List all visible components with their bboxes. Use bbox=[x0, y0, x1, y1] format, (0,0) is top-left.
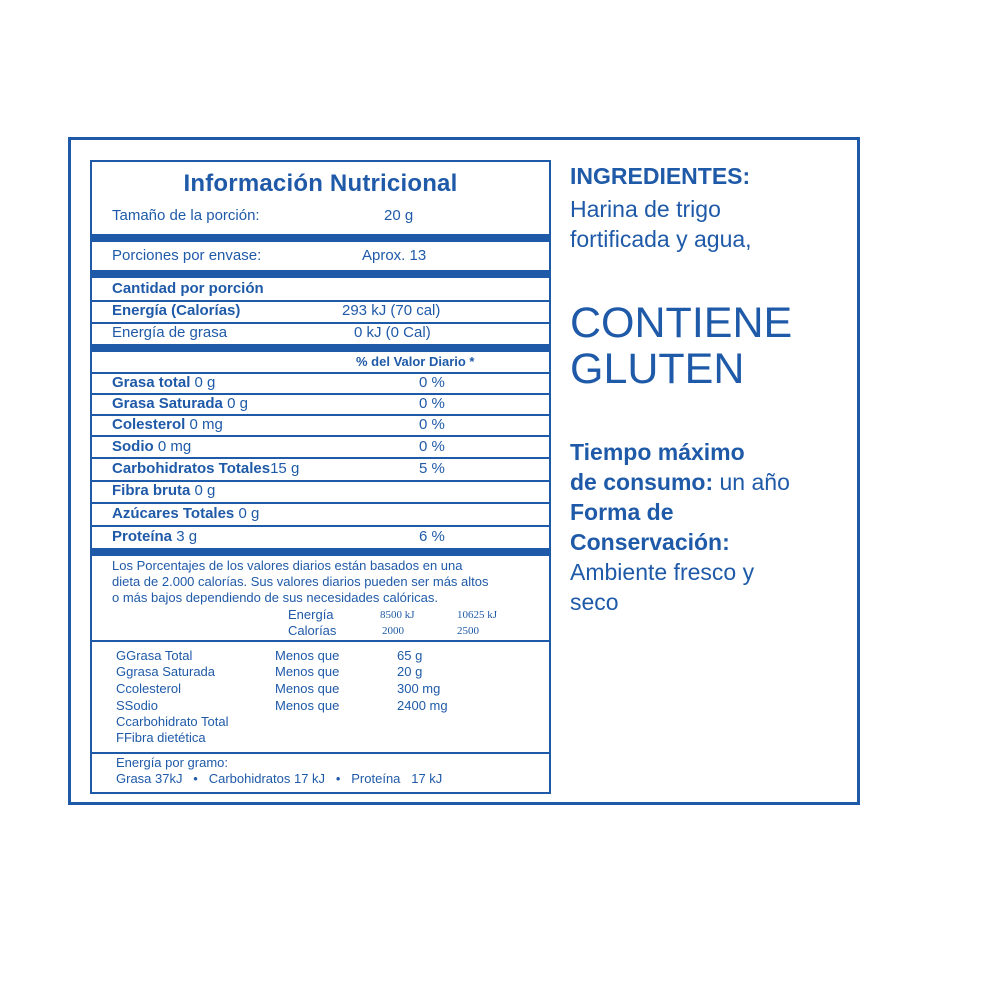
per-gram-label: Energía por gramo: bbox=[116, 755, 229, 770]
limit-name: Ggrasa Saturada bbox=[116, 664, 216, 679]
nutrition-title: Información Nutricional bbox=[183, 170, 458, 197]
ref-calories-2000: 2000 bbox=[382, 625, 404, 637]
ref-energy-2500: 10625 kJ bbox=[457, 609, 498, 621]
limit-cond: Menos que bbox=[275, 648, 340, 663]
ref-energy-label: Energía bbox=[288, 607, 334, 622]
serving-size-value: 20 g bbox=[384, 207, 414, 224]
storage-line: seco bbox=[570, 589, 619, 615]
fat-energy-label: Energía de grasa bbox=[112, 324, 228, 341]
limit-value: 65 g bbox=[397, 648, 423, 663]
nutrient-dv: 0 % bbox=[419, 438, 445, 455]
amount-header: Cantidad por porción bbox=[112, 280, 264, 297]
storage-line: Ambiente fresco y bbox=[570, 559, 755, 585]
nutrient-dv: 0 % bbox=[419, 395, 445, 412]
daily-value-header: % del Valor Diario * bbox=[356, 354, 475, 369]
per-gram-values: Grasa 37kJ • Carbohidratos 17 kJ • Proteína 17 kJ bbox=[116, 771, 443, 786]
portions-value: Aprox. 13 bbox=[362, 247, 427, 264]
limit-value: 20 g bbox=[397, 664, 423, 679]
storage-heading: Forma de bbox=[570, 499, 674, 525]
divider bbox=[92, 548, 549, 556]
footnote-line: dieta de 2.000 calorías. Sus valores diarios pueden ser más altos bbox=[112, 574, 489, 589]
ref-calories-2500: 2500 bbox=[457, 625, 479, 637]
nutrient-row: Sodio 0 mg bbox=[112, 438, 192, 455]
nutrient-row: Proteína 3 g bbox=[112, 528, 198, 545]
divider bbox=[92, 502, 549, 504]
limit-cond: Menos que bbox=[275, 664, 340, 679]
ingredients-heading: INGREDIENTES: bbox=[570, 163, 751, 189]
nutrient-row: Grasa Saturada 0 g bbox=[112, 395, 248, 412]
energy-label: Energía (Calorías) bbox=[112, 302, 241, 319]
limit-name: SSodio bbox=[116, 698, 158, 713]
footnote-line: o más bajos dependiendo de sus necesidades calóricas. bbox=[112, 590, 438, 605]
gluten-warning: CONTIENE bbox=[570, 299, 793, 347]
divider bbox=[92, 344, 549, 352]
shelf-life-heading: Tiempo máximo bbox=[570, 439, 745, 465]
limit-name: FFibra dietética bbox=[116, 730, 206, 745]
gluten-warning: GLUTEN bbox=[570, 345, 745, 393]
limit-value: 2400 mg bbox=[397, 698, 448, 713]
serving-size-label: Tamaño de la porción: bbox=[112, 207, 260, 224]
nutrition-facts-panel bbox=[90, 160, 551, 794]
limit-name: Ccolesterol bbox=[116, 681, 182, 696]
portions-label: Porciones por envase: bbox=[112, 247, 262, 264]
divider bbox=[92, 457, 549, 459]
divider bbox=[92, 435, 549, 437]
nutrient-row: Azúcares Totales 0 g bbox=[112, 505, 260, 522]
ingredients-line: Harina de trigo bbox=[570, 196, 721, 222]
divider bbox=[92, 234, 549, 242]
nutrient-row: Carbohidratos Totales15 g bbox=[112, 460, 300, 477]
nutrient-dv: 5 % bbox=[419, 460, 445, 477]
nutrient-row: Grasa total 0 g bbox=[112, 374, 216, 391]
limit-value: 300 mg bbox=[397, 681, 441, 696]
divider bbox=[92, 640, 549, 642]
ingredients-line: fortificada y agua, bbox=[570, 226, 752, 252]
storage-heading: Conservación: bbox=[570, 529, 730, 555]
ref-calories-label: Calorías bbox=[288, 623, 337, 638]
limit-name: Ccarbohidrato Total bbox=[116, 714, 229, 729]
divider bbox=[92, 752, 549, 754]
divider bbox=[92, 270, 549, 278]
energy-value: 293 kJ (70 cal) bbox=[342, 302, 441, 319]
nutrient-row: Fibra bruta 0 g bbox=[112, 482, 216, 499]
nutrient-row: Colesterol 0 mg bbox=[112, 416, 223, 433]
ref-energy-2000: 8500 kJ bbox=[380, 609, 415, 621]
nutrient-dv: 6 % bbox=[419, 528, 445, 545]
nutrient-dv: 0 % bbox=[419, 374, 445, 391]
divider bbox=[92, 525, 549, 527]
footnote-line: Los Porcentajes de los valores diarios están basados en una bbox=[112, 558, 463, 573]
limit-name: GGrasa Total bbox=[116, 648, 193, 663]
nutrient-dv: 0 % bbox=[419, 416, 445, 433]
limit-cond: Menos que bbox=[275, 681, 340, 696]
shelf-life-line: de consumo: un año bbox=[570, 469, 790, 495]
limit-cond: Menos que bbox=[275, 698, 340, 713]
fat-energy-value: 0 kJ (0 Cal) bbox=[354, 324, 431, 341]
